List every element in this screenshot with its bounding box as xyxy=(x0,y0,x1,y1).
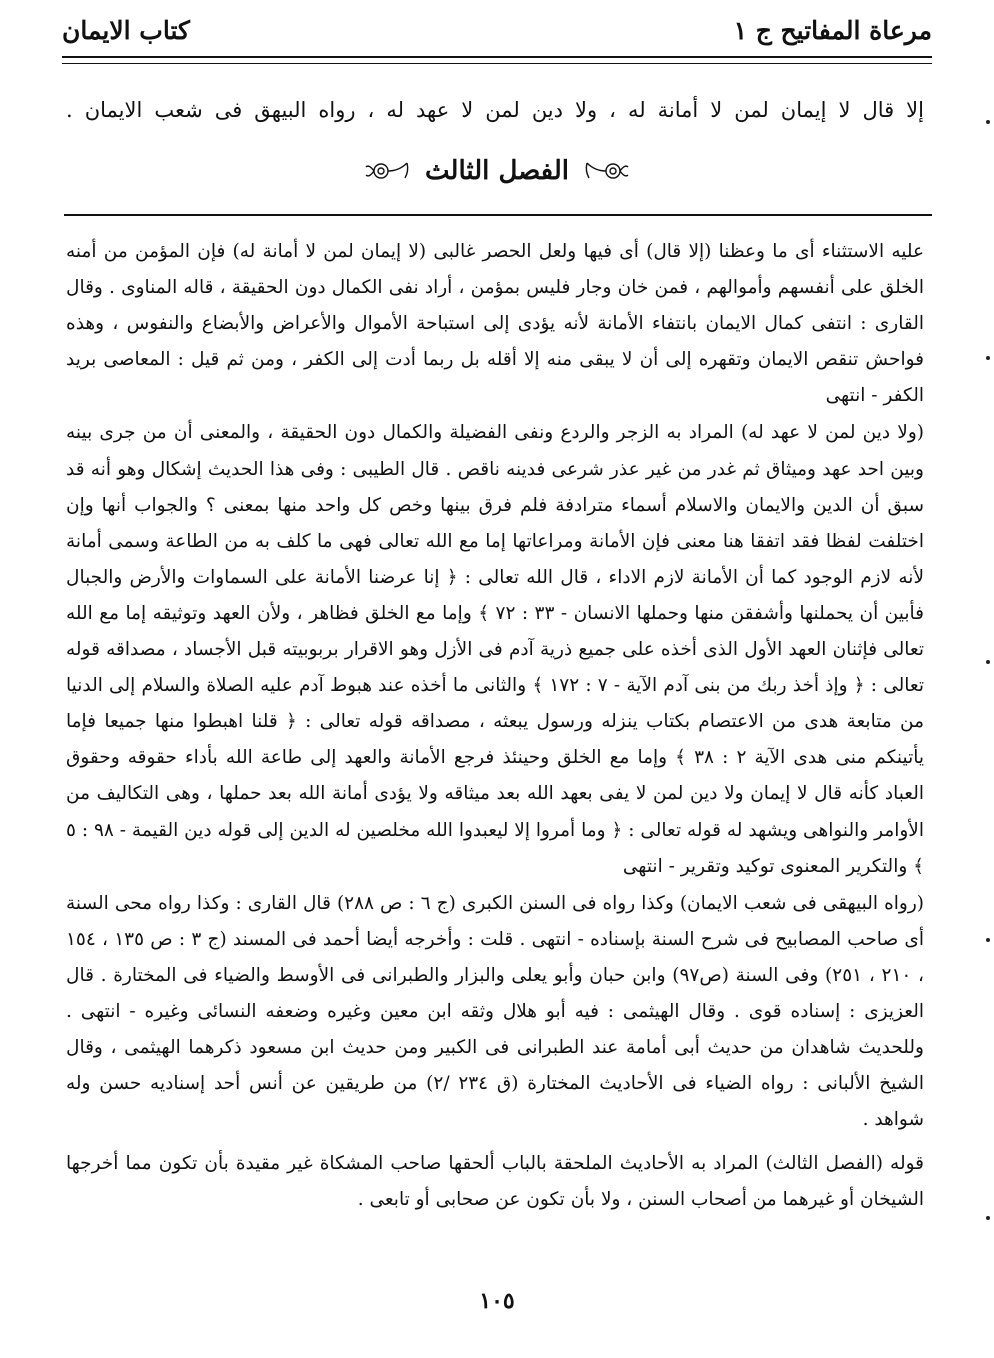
book-title: مرعاة المفاتيح ج ١ xyxy=(733,15,932,45)
margin-mark xyxy=(986,1216,990,1220)
page-number: ١٠٥ xyxy=(479,1288,515,1314)
margin-mark xyxy=(986,356,990,360)
header-rule xyxy=(62,56,932,64)
ornament-right-icon xyxy=(583,158,629,184)
section-rule xyxy=(64,214,932,216)
running-header xyxy=(62,8,932,52)
section-heading xyxy=(0,146,994,196)
margin-mark xyxy=(986,120,990,124)
hadith-text: إلا قال لا إيمان لمن لا أمانة له ، ولا دين لمن لا عهد له ، رواه البيهق فى شعب الايمان . xyxy=(66,98,924,122)
commentary-paragraph: (ولا دين لمن لا عهد له) المراد به الزجر والردع ونفى الفضيلة والكمال دون الحقيقة ، والمعنى أن من جرى بينه وبين احد عهد وميثاق ثم غدر من غير عذر شرعى فدينه ناقص . قال الطيبى : وفى هذا الحديث إشكال وهو أنه قد سبق أن الدين والايمان والاسلام أسماء مترادفة فلم فرق بينها وخص كل واحد منها بمعنى ؟ والجواب أنها وإن اختلفت لفظا فقد اتفقا هنا معنى فإن الأمانة ومراعاتها إما مع الله تعالى فهى ما كلف به من الطاعة وسمى أمانة لأنه لازم الوجود كما أن الأمانة لازم الاداء ، قال الله تعالى : ﴿ إنا عرضنا الأمانة على السماوات والأرض والجبال فأبين أن يحملنها وأشفقن منها وحملها الانسان - ٣٣ : ٧٢ ﴾ وإما مع الخلق فظاهر ، ولأن العهد وتوثيقه إما مع الله تعالى فإثنان العهد الأول الذى أخذه على جميع ذرية آدم فى الأزل وهو الاقرار بربوبيته قبل الأجساد ، مصداقه قوله تعالى : ﴿ وإذ أخذ ربك من بنى آدم الآية - ٧ : ١٧٢ ﴾ والثانى ما أخذه عند هبوط آدم عليه الصلاة والسلام إلى الدنيا من متابعة هدى من الاعتصام بكتاب ينزله ورسول يبعثه ، مصداقه قوله تعالى : ﴿ قلنا اهبطوا منها جميعا فإما يأتينكم منى هدى الآية ٢ : ٣٨ ﴾ وإما مع الخلق وحينئذ فرجع الأمانة والعهد إلى طاعة الله بأداء حقوقه وحقوق العباد كأنه قال لا إيمان ولا دين لمن لا يفى بعهد الله بعد ميثاقه ولا يؤدى أمانة الله بعد حملها ، وهى التكاليف من الأوامر والنواهى ويشهد له قوله تعالى : ﴿ وما أمروا إلا ليعبدوا الله مخلصين له الدين إلى قوله دين القيمة - ٩٨ : ٥ ﴾ والتكرير المعنوى توكيد وتقرير - انتهى xyxy=(66,422,925,877)
commentary xyxy=(66,234,924,1219)
margin-mark xyxy=(986,660,990,664)
ornament-left-icon xyxy=(365,158,411,184)
commentary-paragraph: قوله (الفصل الثالث) المراد به الأحاديث الملحقة بالباب ألحقها صاحب المشكاة غير مقيدة بأن تكون مما أخرجها الشيخان أو غيرهما من أصحاب السنن ، ولا بأن تكون عن صحابى أو تابعى . xyxy=(66,1153,924,1211)
section-title: الفصل الثالث xyxy=(425,156,569,186)
commentary-paragraph: عليه الاستثناء أى ما وعظنا (إلا قال) أى فيها ولعل الحصر غالبى (لا إيمان لمن لا أمانة له) فإن المؤمن من أمنه الخلق على أنفسهم وأموالهم ، فمن خان وجار فليس بمؤمن ، أراد نفى الكمال دون الحقيقة ، قاله المناوى . وقال القارى : انتفى كمال الايمان بانتفاء الأمانة لأنه يؤدى إلى استباحة الأموال والأعراض والأبضاع والنفوس ، وهذه فواحش تنقص الايمان وتقهره إلى أن لا يبقى منه إلا أقله بل ربما أدت إلى الكفر ، ومن ثم قيل : المعاصى بريد الكفر - انتهى xyxy=(66,241,924,407)
commentary-paragraph: (رواه البيهقى فى شعب الايمان) وكذا رواه فى السنن الكبرى (ج ٦ : ص ٢٨٨) قال القارى : وكذا رواه محى السنة أى صاحب المصابيح فى شرح السنة بإسناده - انتهى . قلت : وأخرجه أيضا أحمد فى المسند (ج ٣ : ص ١٣٥ ، ١٥٤ ، ٢١٠ ، ٢٥١) وفى السنة (ص٩٧) وابن حبان وأبو يعلى والبزار والطبرانى فى الأوسط والضياء فى المختارة . قال العزيزى : إسناده قوى . وقال الهيثمى : فيه أبو هلال وثقه ابن معين وغيره وضعفه النسائى وغيره - انتهى . وللحديث شاهدان من حديث أبى أمامة عند الطبرانى فى الكبير ومن حديث ابن مسعود ذكرهما الهيثمى ، وقال الشيخ الألبانى : رواه الضياء فى الأحاديث المختارة (ق ٢٣٤ /٢) من طريقين عن أنس أحد إسناديه حسن وله شواهد . xyxy=(66,892,925,1131)
margin-mark xyxy=(986,938,990,942)
chapter-title: كتاب الايمان xyxy=(62,15,190,45)
